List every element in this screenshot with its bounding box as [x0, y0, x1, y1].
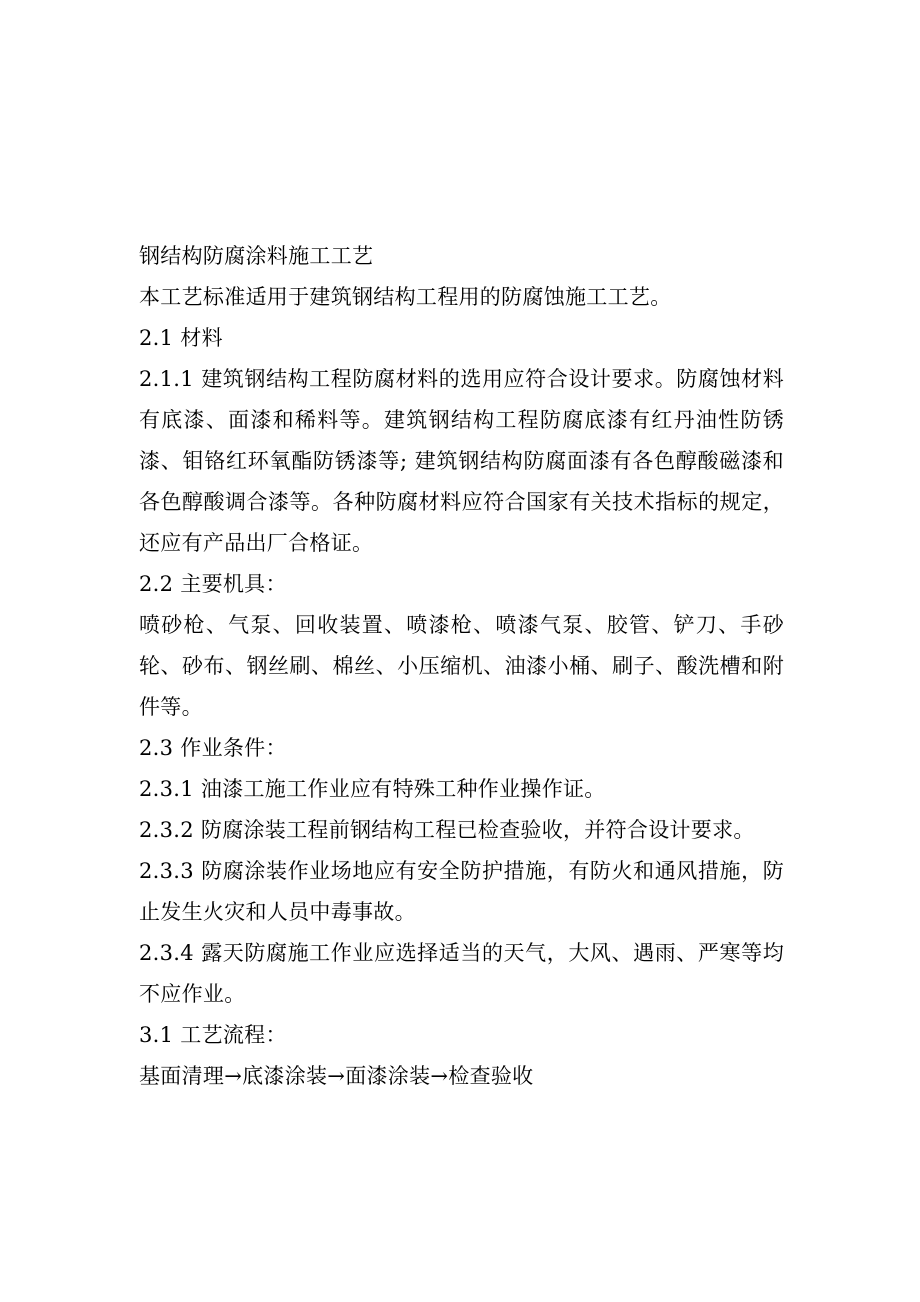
section-3-1-heading: 3.1 工艺流程： [139, 1023, 287, 1047]
section-2-1-1-paragraph: 2.1.1 建筑钢结构工程防腐材料的选用应符合设计要求。防腐蚀材料有底漆、面漆和稀料等。建筑钢结构工程防腐底漆有红丹油性防锈漆、钼铬红环氧酯防锈漆等; 建筑钢结构防腐面漆有各色醇酸磁漆和各色醇酸调合漆等。各种防腐材料应符合国家有关技术指标的规定，还应有产品出厂合格证。 [139, 367, 784, 555]
section-2-2-heading: 2.2 主要机具： [139, 572, 287, 596]
section-2-3-1-paragraph: 2.3.1 油漆工施工作业应有特殊工种作业操作证。 [139, 777, 606, 801]
intro-paragraph: 本工艺标准适用于建筑钢结构工程用的防腐蚀施工工艺。 [139, 285, 672, 309]
document-title: 钢结构防腐涂料施工工艺 [139, 244, 374, 268]
process-flow-paragraph: 基面清理→底漆涂装→面漆涂装→检查验收 [139, 1064, 534, 1088]
section-2-3-heading: 2.3 作业条件： [139, 736, 287, 760]
section-2-1-heading: 2.1 材料 [139, 326, 223, 350]
tools-list-paragraph: 喷砂枪、气泵、回收装置、喷漆枪、喷漆气泵、胶管、铲刀、手砂轮、砂布、钢丝刷、棉丝、小压缩机、油漆小桶、刷子、酸洗槽和附件等。 [139, 613, 784, 719]
section-2-3-2-paragraph: 2.3.2 防腐涂装工程前钢结构工程已检查验收，并符合设计要求。 [139, 818, 755, 842]
document-body [139, 236, 784, 1097]
section-2-3-4-paragraph: 2.3.4 露天防腐施工作业应选择适当的天气，大风、遇雨、严寒等均不应作业。 [139, 941, 784, 1006]
section-2-3-3-paragraph: 2.3.3 防腐涂装作业场地应有安全防护措施，有防火和通风措施，防止发生火灾和人员中毒事故。 [139, 859, 784, 924]
